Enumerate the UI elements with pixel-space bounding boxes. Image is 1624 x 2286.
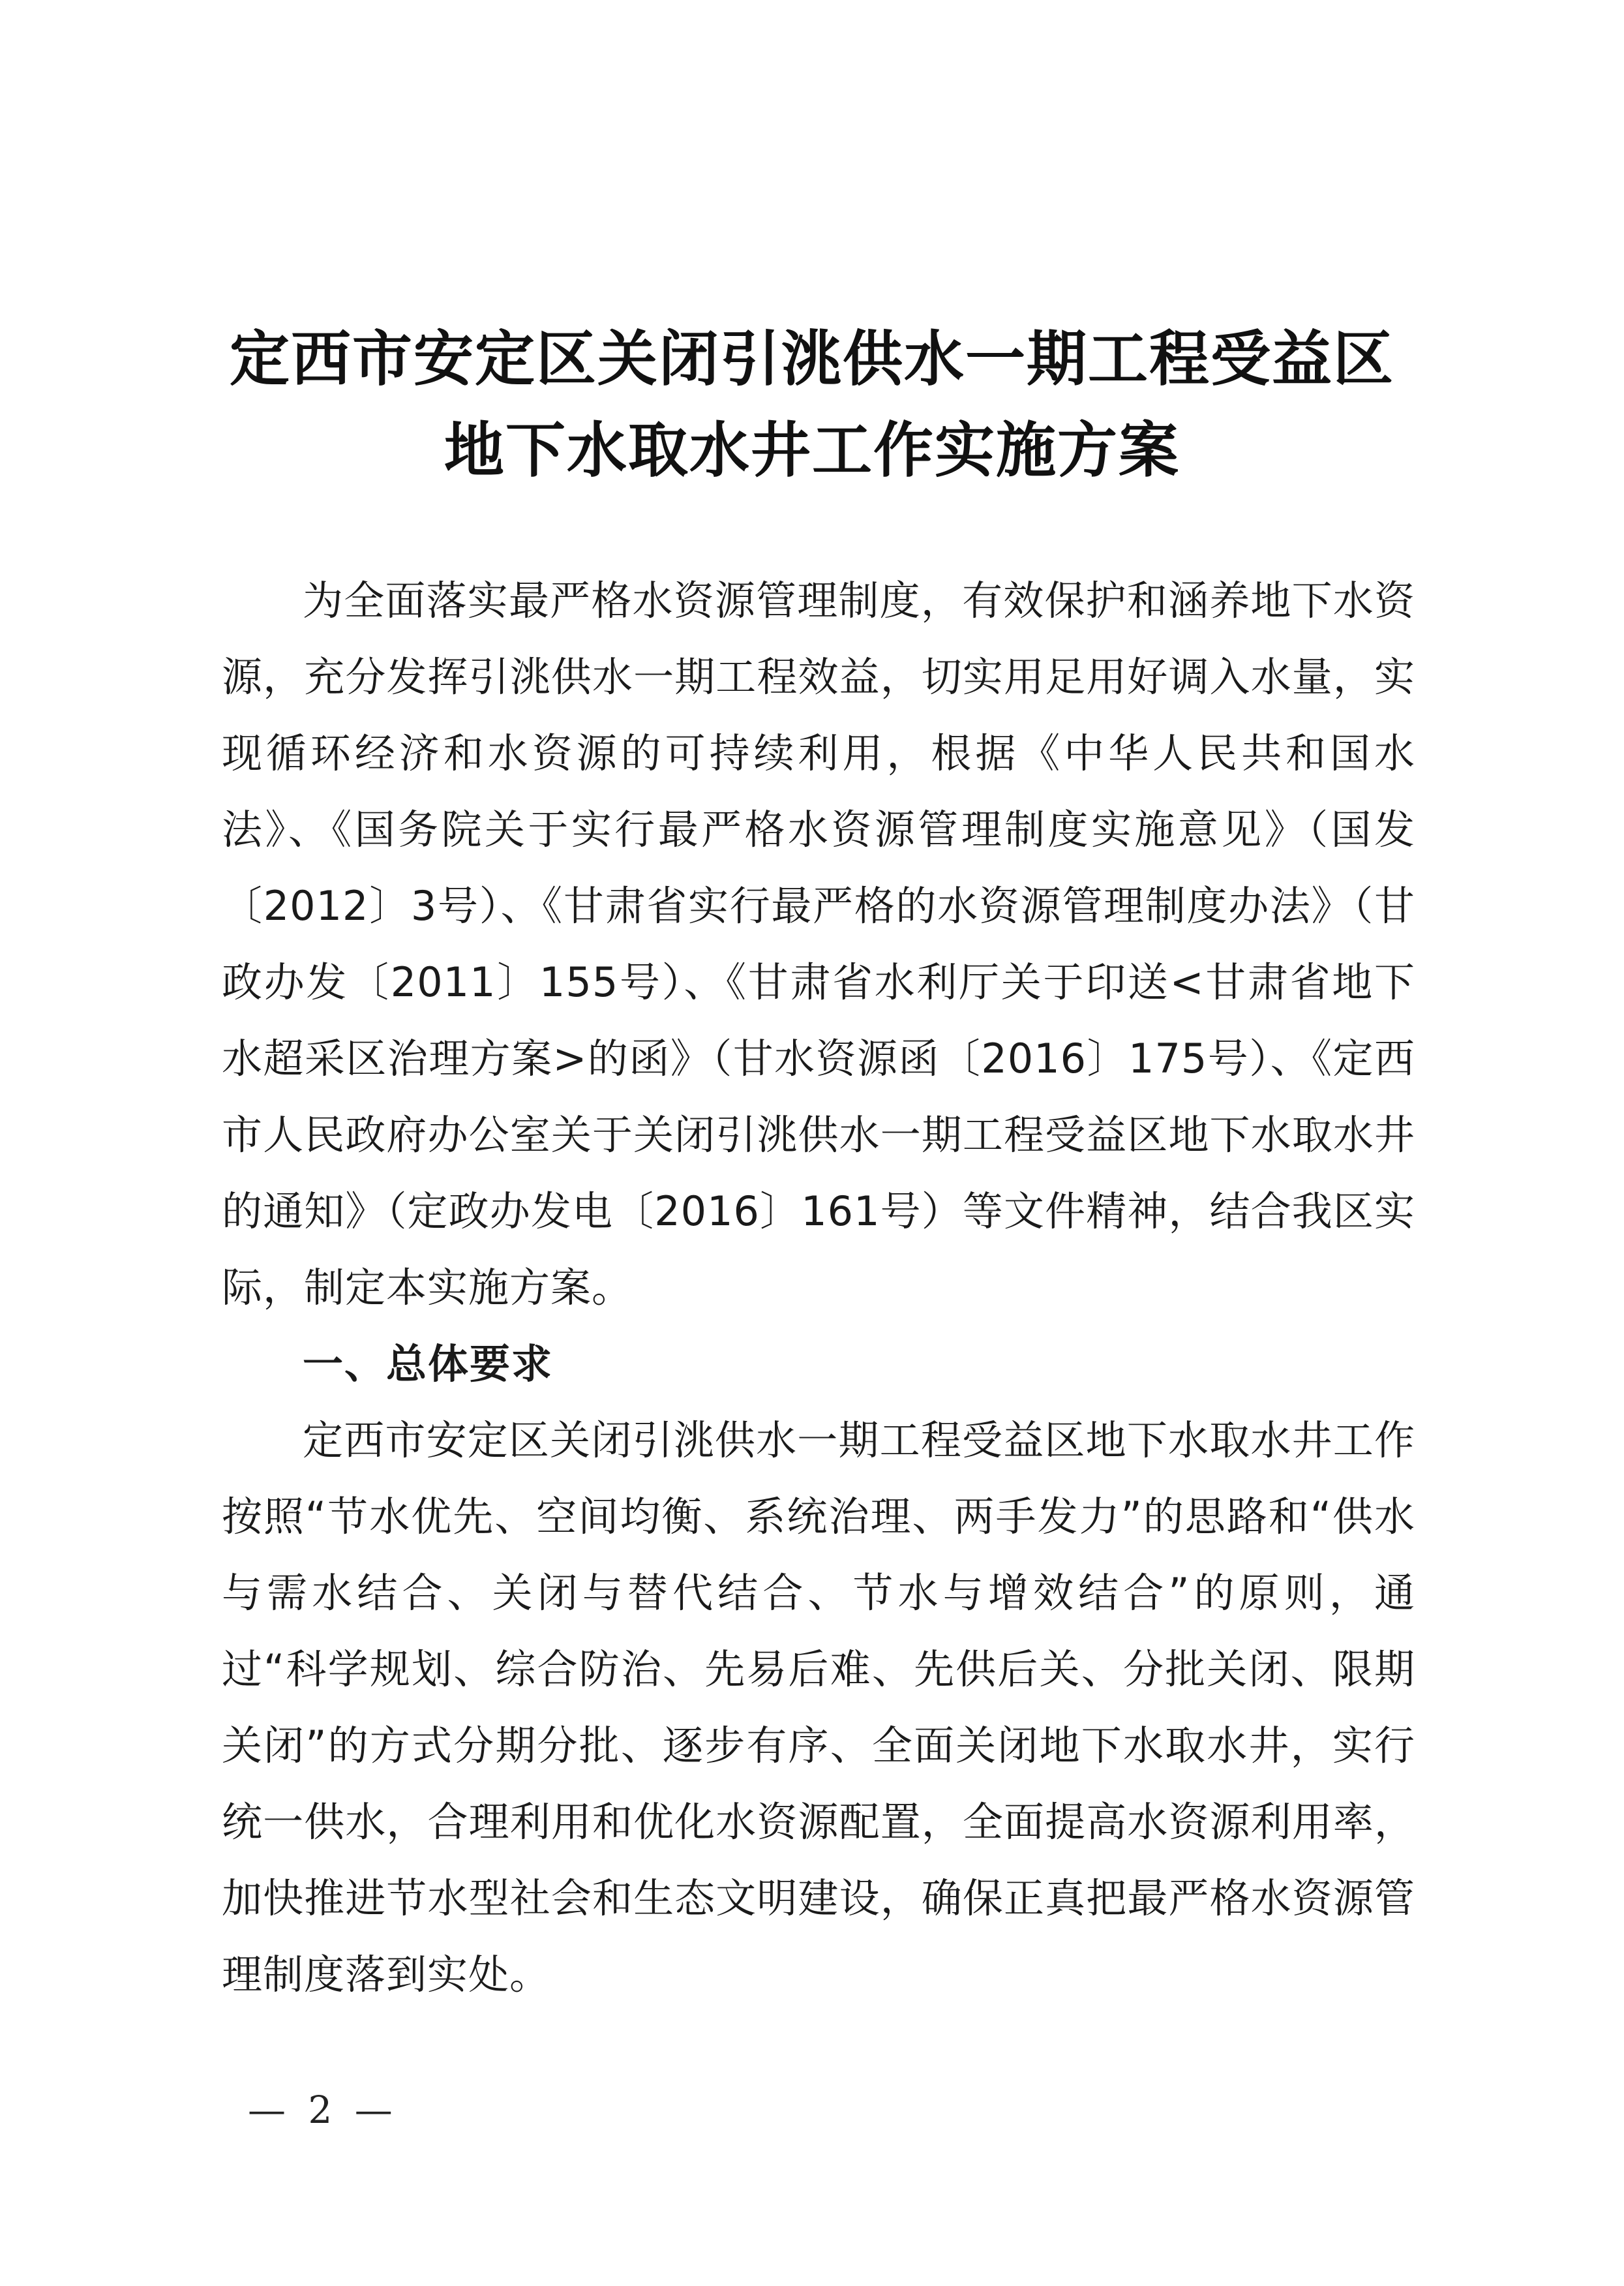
- document-body: [222, 562, 1415, 2013]
- intro-paragraph: 为全面落实最严格水资源管理制度，有效保护和涵养地下水资源，充分发挥引洮供水一期工程效益，切实用足用好调入水量，实现循环经济和水资源的可持续利用，根据《中华人民共和国水法》、《国务院关于实行最严格水资源管理制度实施意见》（国发〔2012〕3号）、《甘肃省实行最严格的水资源管理制度办法》（甘政办发〔2011〕155号）、《甘肃省水利厅关于印送<甘肃省地下水超采区治理方案>的函》（甘水资源函〔2016〕175号）、《定西市人民政府办公室关于关闭引洮供水一期工程受益区地下水取水井的通知》（定政办发电〔2016〕161号）等文件精神，结合我区实际，制定本实施方案。: [222, 577, 1415, 1311]
- section-heading: 一、总体要求: [303, 1340, 554, 1388]
- title-line-1: 定西市安定区关闭引洮供水一期工程受益区: [229, 324, 1394, 394]
- page-number: — 2 —: [248, 2088, 398, 2132]
- title-line-2: 地下水取水井工作实施方案: [444, 415, 1180, 485]
- document-title: [215, 313, 1409, 496]
- section-paragraph: 定西市安定区关闭引洮供水一期工程受益区地下水取水井工作按照“节水优先、空间均衡、系统治理、两手发力”的思路和“供水与需水结合、关闭与替代结合、节水与增效结合”的原则，通过“科学规划、综合防治、先易后难、先供后关、分批关闭、限期关闭”的方式分期分批、逐步有序、全面关闭地下水取水井，实行统一供水，合理利用和优化水资源配置，全面提高水资源利用率，加快推进节水型社会和生态文明建设，确保正真把最严格水资源管理制度落到实处。: [222, 1416, 1415, 1998]
